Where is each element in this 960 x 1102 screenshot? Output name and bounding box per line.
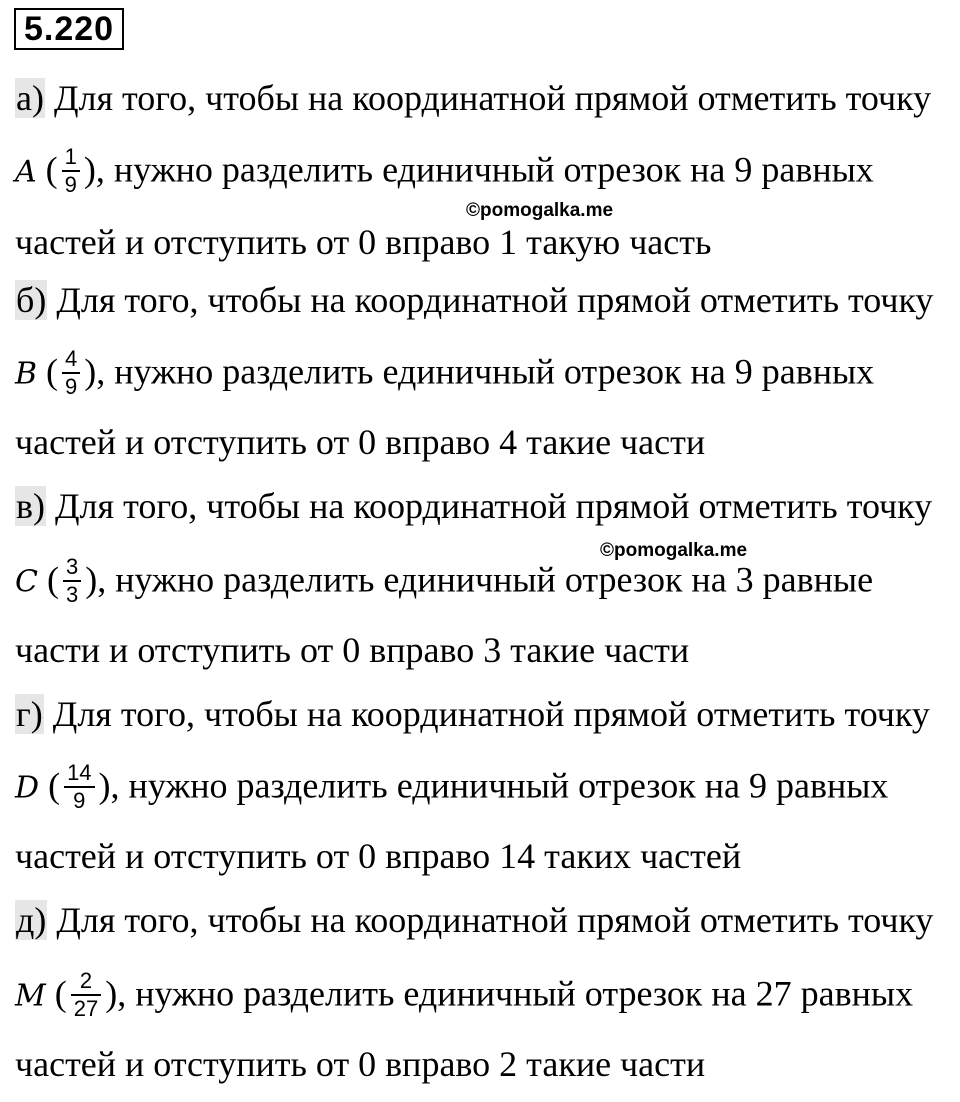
part-d-intro: Для того, чтобы на координатной прямой отметить точку — [43, 694, 930, 734]
watermark-text: ©pomogalka.me — [600, 540, 748, 561]
part-d-denominator: 9 — [73, 788, 86, 813]
part-e-close-paren: ), — [105, 973, 127, 1014]
part-e-intro: Для того, чтобы на координатной прямой отметить точку — [47, 900, 934, 940]
part-d-close-paren: ), — [98, 765, 120, 806]
part-b-line-3: частей и отступить от 0 вправо 4 такие части — [15, 422, 706, 462]
part-a-fraction — [62, 144, 80, 198]
watermark-text: ©pomogalka.me — [466, 200, 614, 221]
part-d-label: г) — [16, 694, 43, 734]
part-d-line-1 — [15, 692, 930, 736]
part-e-point: M — [15, 978, 46, 1014]
part-e-line-2-rest: нужно разделить единичный отрезок на 27 равных — [126, 973, 914, 1014]
part-a-numerator: 1 — [62, 144, 80, 172]
part-a-denominator: 9 — [64, 172, 77, 197]
part-e-open-paren: ( — [45, 973, 67, 1014]
part-b-point: B — [15, 356, 38, 392]
part-b-denominator: 9 — [65, 374, 78, 399]
part-c-intro: Для того, чтобы на координатной прямой отметить точку — [46, 486, 933, 526]
part-a-line-2-rest: нужно разделить единичный отрезок на 9 равных — [104, 149, 874, 190]
part-c-line-1 — [15, 484, 932, 528]
part-e-fraction — [71, 968, 101, 1022]
part-d-numerator: 14 — [64, 760, 94, 788]
part-e-label: д) — [16, 900, 47, 940]
part-c-fraction — [63, 554, 81, 608]
part-c-label: в) — [16, 486, 45, 526]
part-a-point: A — [15, 154, 37, 190]
part-b-label: б) — [16, 280, 47, 320]
part-b-line-2-rest: нужно разделить единичный отрезок на 9 равных — [105, 351, 875, 392]
part-b-line-1 — [15, 278, 933, 322]
part-b-close-paren: ), — [84, 351, 106, 392]
part-b-fraction — [62, 346, 80, 400]
part-c-denominator: 3 — [65, 582, 79, 607]
part-c-line-3: части и отступить от 0 вправо 3 такие части — [15, 630, 690, 670]
part-c-open-paren: ( — [37, 559, 59, 600]
part-a-line-1 — [15, 76, 931, 120]
part-b-open-paren: ( — [37, 351, 59, 392]
part-b-line-2 — [15, 348, 874, 402]
part-e-denominator: 27 — [73, 996, 99, 1021]
part-a-intro: Для того, чтобы на координатной прямой отметить точку — [44, 78, 932, 118]
part-a-line-3: частей и отступить от 0 вправо 1 такую часть — [15, 222, 712, 262]
part-a-label: а) — [16, 78, 44, 118]
problem-number: 5.220 — [14, 8, 124, 50]
part-d-line-3: частей и отступить от 0 вправо 14 таких частей — [15, 836, 742, 876]
part-a-line-2 — [15, 146, 874, 200]
part-e-line-3: частей и отступить от 0 вправо 2 такие части — [15, 1044, 706, 1084]
part-c-numerator: 3 — [63, 554, 81, 582]
part-e-line-1 — [15, 898, 933, 942]
part-b-intro: Для того, чтобы на координатной прямой отметить точку — [47, 280, 934, 320]
part-d-line-2 — [15, 762, 888, 816]
part-a-close-paren: ), — [83, 149, 105, 190]
part-c-point: C — [15, 564, 38, 600]
part-c-close-paren: ), — [85, 559, 107, 600]
part-e-numerator: 2 — [71, 968, 101, 996]
part-d-fraction — [64, 760, 94, 814]
part-d-point: D — [15, 770, 40, 806]
part-c-line-2-rest: нужно разделить единичный отрезок на 3 равные — [106, 559, 874, 600]
part-c-line-2 — [15, 556, 873, 610]
part-b-numerator: 4 — [62, 346, 80, 374]
part-d-open-paren: ( — [39, 765, 61, 806]
part-e-line-2 — [15, 970, 913, 1024]
part-a-open-paren: ( — [36, 149, 58, 190]
part-d-line-2-rest: нужно разделить единичный отрезок на 9 равных — [119, 765, 889, 806]
